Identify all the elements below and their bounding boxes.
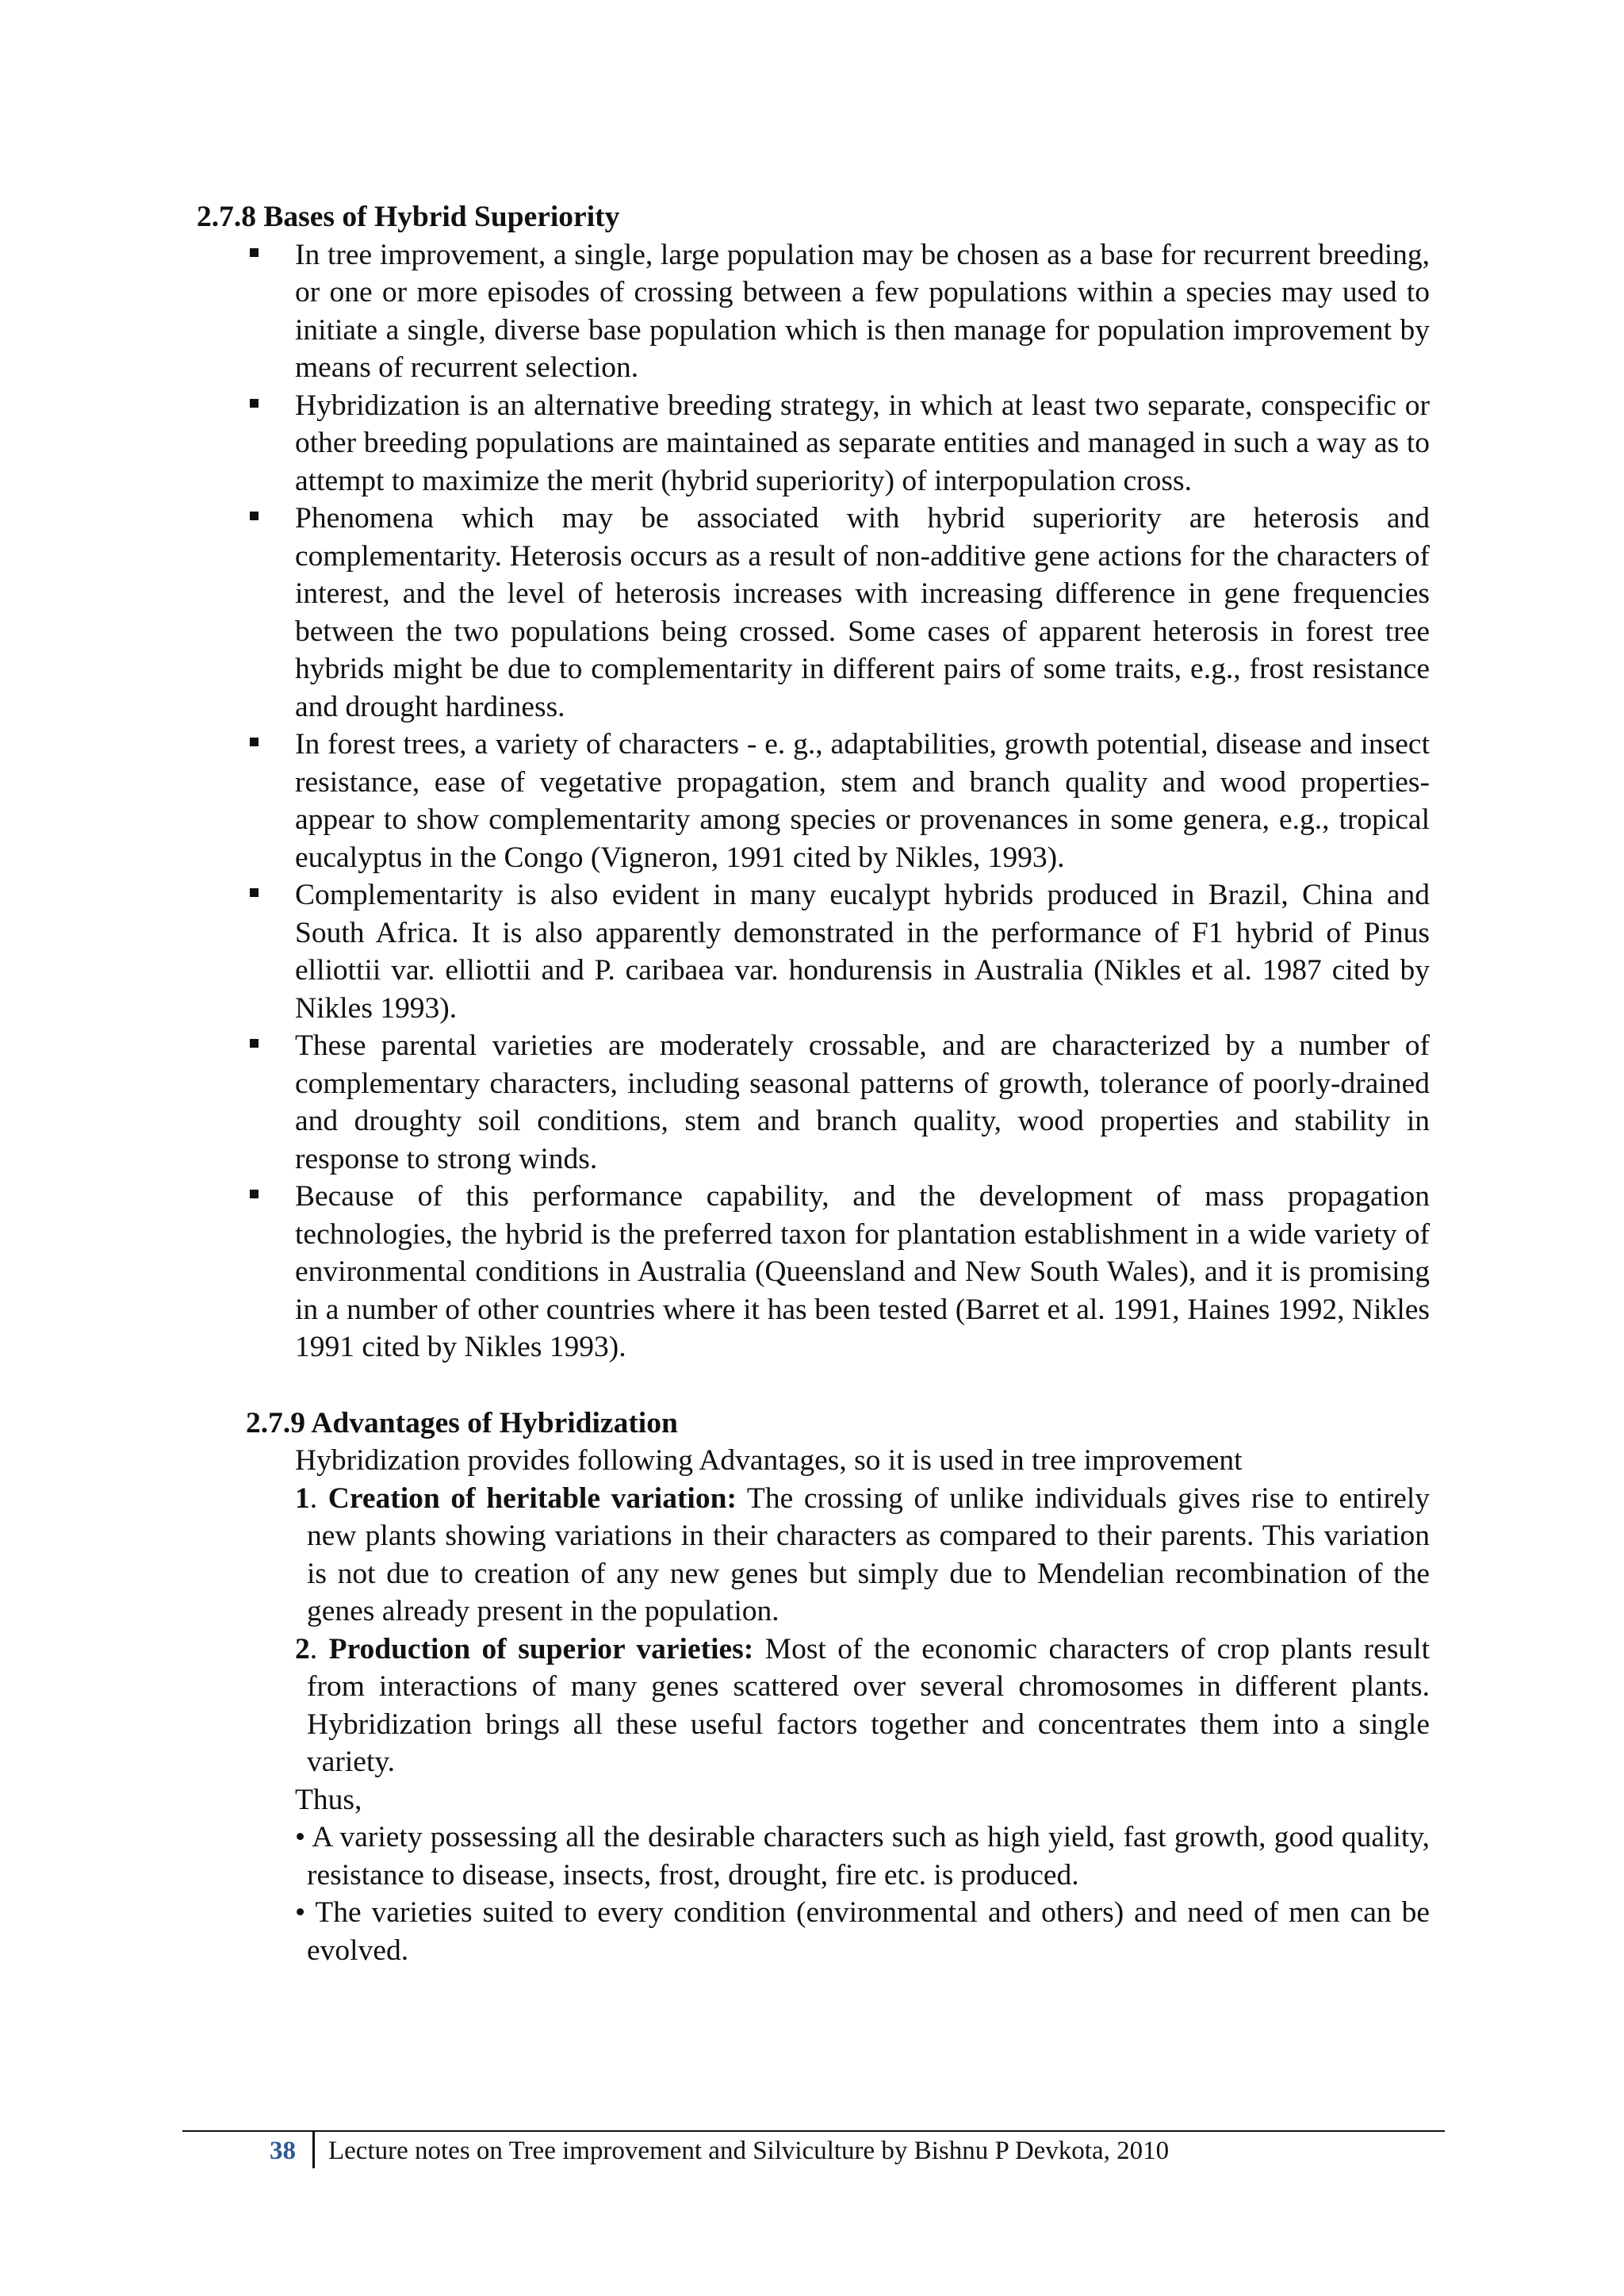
bullet-item: In tree improvement, a single, large population may be chosen as a base for recurrent breeding, or one or more episodes of crossing between a few populations within a species may used to initiate a single, diverse base population which is then manage for population improvement by means of recurrent selection. — [295, 236, 1430, 387]
hybrid-superiority-bullet-list — [197, 236, 1430, 1366]
advantages-intro: Hybridization provides following Advantages, so it is used in tree improvement — [295, 1444, 1243, 1477]
bullet-item: Hybridization is an alternative breeding strategy, in which at least two separate, conspecific or other breeding populations are maintained as separate entities and managed in such a way as to attempt to maximize the merit (hybrid superiority) of interpopulation cross. — [295, 387, 1430, 500]
thus-label: Thus, — [295, 1783, 362, 1816]
page-number: 38 — [270, 2137, 296, 2165]
item-text: The crossing of unlike individuals gives rise to entirely new plants showing variations in their characters as compared to their parents. This variation is not due to creation of any new genes but simply due to Mendelian recombination of the genes already present in the population. — [307, 1481, 1431, 1627]
bullet-item: In forest trees, a variety of characters - e. g., adaptabilities, growth potential, disease and insect resistance, ease of vegetative propagation, stem and branch quality and wood properties- appear to show complementarity among species or provenances in some genera, e.g., tropical eucalyptus in the Congo (Vigneron, 1991 cited by Nikles, 1993). — [295, 726, 1430, 876]
page-footer — [182, 2130, 1445, 2171]
section-heading-2-7-9: 2.7.9 Advantages of Hybridization — [246, 1406, 678, 1439]
footer-text: Lecture notes on Tree improvement and Silviculture by Bishnu P Devkota, 2010 — [328, 2137, 1170, 2165]
item-heading: Creation of heritable variation: — [327, 1481, 737, 1515]
dot-bullet-item: • The varieties suited to every condition (environmental and others) and need of men can be evolved. — [295, 1896, 1430, 1967]
section-heading-2-7-8: 2.7.8 Bases of Hybrid Superiority — [197, 201, 620, 233]
bullet-item: These parental varieties are moderately crossable, and are characterized by a number of complementary characters, including seasonal patterns of growth, tolerance of poorly-drained and droughty soil conditions, stem and branch quality, wood properties and stability in response to strong winds. — [295, 1027, 1430, 1178]
bullet-item: Because of this performance capability, and the development of mass propagation technologies, the hybrid is the preferred taxon for plantation establishment in a wide variety of environmental conditions in Australia (Queensland and New South Wales), and it is promising in a number of other countries where it has been tested (Barret et al. 1991, Haines 1992, Nikles 1991 cited by Nikles 1993). — [295, 1178, 1430, 1366]
section-2-7-9 — [197, 1405, 1430, 1970]
page-content — [197, 198, 1430, 1969]
item-text: Most of the economic characters of crop plants result from interactions of many genes scattered over several chromosomes in different plants. Hybridization brings all these useful factors together and concentrates them into a single variety. — [307, 1632, 1430, 1778]
bullet-item: Complementarity is also evident in many eucalypt hybrids produced in Brazil, China and South Africa. It is also apparently demonstrated in the performance of F1 hybrid of Pinus elliottii var. elliottii and P. caribaea var. hondurensis in Australia (Nikles et al. 1987 cited by Nikles 1993). — [295, 876, 1430, 1027]
numbered-item: 1. Creation of heritable variation: The crossing of unlike individuals gives rise to entirely new plants showing variations in their characters as compared to their parents. This variation is not due to creation of any new genes but simply due to Mendelian recombination of the genes already present in the population. — [295, 1481, 1431, 1627]
footer-divider — [312, 2132, 315, 2168]
section-2-7-9-body — [246, 1442, 1430, 1969]
numbered-item: 2. Production of superior varieties: Most of the economic characters of crop plants result from interactions of many genes scattered over several chromosomes in different plants. Hybridization brings all these useful factors together and concentrates them into a single variety. — [295, 1632, 1430, 1778]
item-number: 2 — [295, 1632, 310, 1665]
bullet-item: Phenomena which may be associated with hybrid superiority are heterosis and complementarity. Heterosis occurs as a result of non-additive gene actions for the characters of interest, and the level of heterosis increases with increasing difference in gene frequencies between the two populations being crossed. Some cases of apparent heterosis in forest tree hybrids might be due to complementarity in different pairs of some traits, e.g., frost resistance and drought hardiness. — [295, 500, 1430, 726]
item-number: 1 — [295, 1481, 310, 1515]
item-heading: Production of superior varieties: — [328, 1632, 754, 1665]
dot-bullet-item: • A variety possessing all the desirable characters such as high yield, fast growth, good quality, resistance to disease, insects, frost, drought, fire etc. is produced. — [295, 1821, 1430, 1892]
